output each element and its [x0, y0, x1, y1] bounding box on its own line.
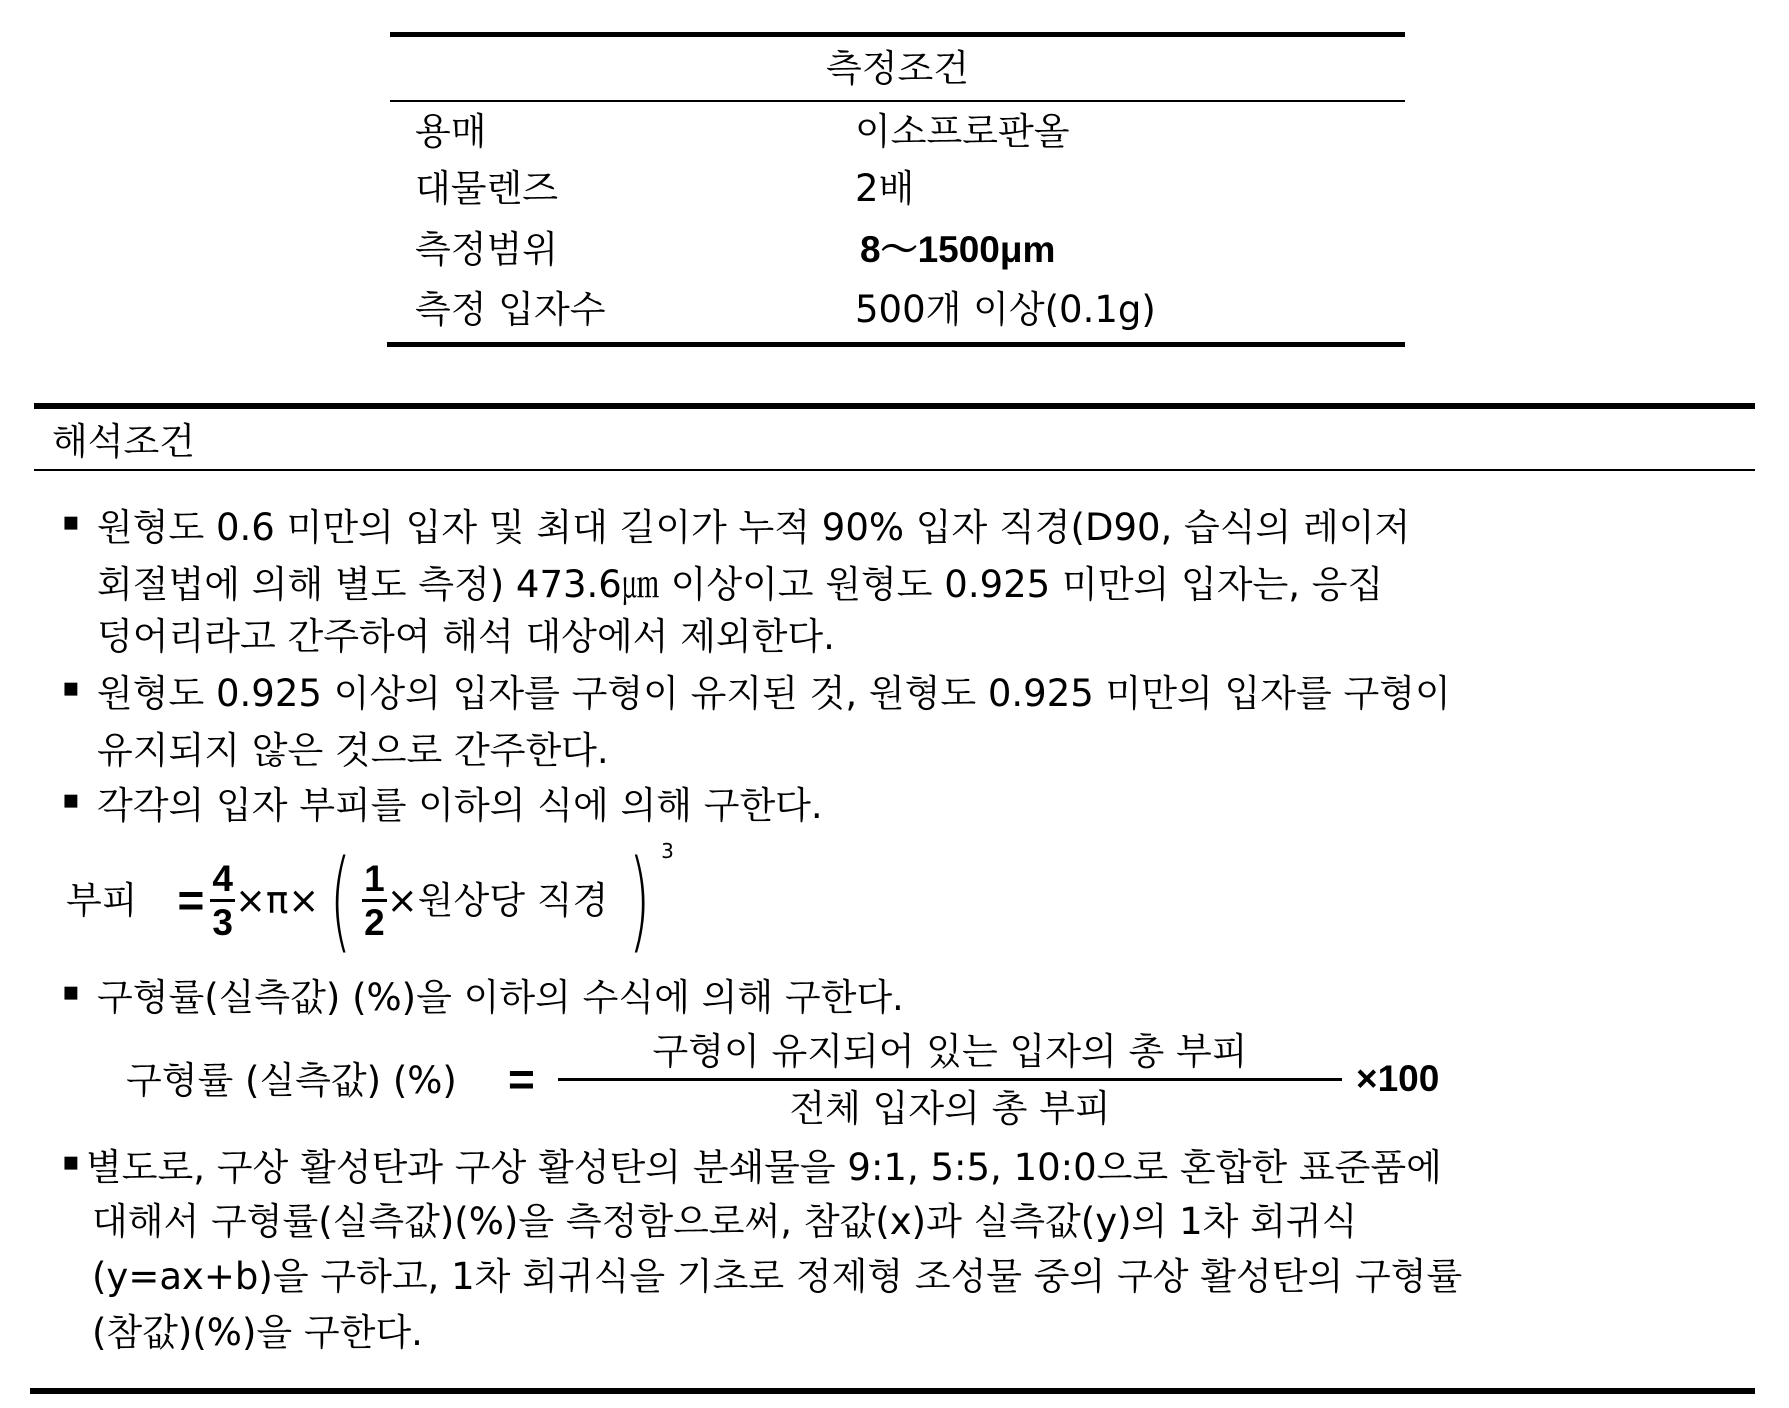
- bullet1-line2: 회절법에 의해 별도 측정) 473.6㎛ 이상이고 원형도 0.925 미만의 입자는, 응집: [97, 566, 1383, 603]
- bullet-icon: ▪: [62, 509, 80, 535]
- row-value-range: 8～1500μm: [860, 231, 1055, 268]
- fraction-4-3: [210, 860, 235, 941]
- bullet2-line2: 유지되지 않은 것으로 간주한다.: [97, 732, 609, 769]
- volume-formula: [66, 845, 674, 955]
- bullet-icon: ▪: [62, 675, 80, 701]
- row-value-count: 500개 이상(0.1g): [855, 291, 1156, 328]
- row-label-solvent: 용매: [415, 113, 486, 150]
- section-header-rule: [34, 469, 1755, 471]
- denominator: 3: [212, 902, 233, 941]
- bullet-icon: ▪: [62, 787, 80, 813]
- formula1-times-pi: ×π×: [235, 882, 319, 919]
- row-value-solvent: 이소프로판올: [855, 113, 1069, 150]
- fraction-1-2: [362, 860, 387, 941]
- numerator: 1: [362, 860, 387, 902]
- analysis-title: 해석조건: [52, 423, 195, 460]
- open-paren: (: [330, 845, 351, 955]
- section-top-rule: [34, 403, 1755, 409]
- bullet5-line1: 별도로, 구상 활성탄과 구상 활성탄의 분쇄물을 9:1, 5:5, 10:0으로 혼합한 표준품에: [86, 1149, 1442, 1186]
- formula1-eq: =: [177, 877, 204, 923]
- bullet-icon: ▪: [62, 1149, 80, 1175]
- row-label-count: 측정 입자수: [415, 291, 605, 328]
- bullet1-line1: 원형도 0.6 미만의 입자 및 최대 길이가 누적 90% 입자 직경(D90, 습식의 레이저: [97, 509, 1410, 546]
- fraction-line: [558, 1078, 1342, 1081]
- formula1-exponent: 3: [661, 841, 674, 861]
- formula2-numerator: 구형이 유지되어 있는 입자의 총 부피: [558, 1033, 1342, 1070]
- denominator: 2: [364, 902, 385, 941]
- formula1-lhs: 부피: [66, 882, 137, 919]
- table-bottom-rule: [387, 342, 1405, 347]
- measure-table-title: 측정조건: [390, 50, 1405, 87]
- numerator: 4: [210, 860, 235, 902]
- bullet5-line4: (참값)(%)을 구한다.: [92, 1314, 423, 1351]
- bullet-icon: ▪: [62, 979, 80, 1005]
- section-bottom-rule: [30, 1388, 1755, 1394]
- bullet4-text: 구형률(실측값) (%)을 이하의 수식에 의해 구한다.: [97, 979, 904, 1016]
- formula2-eq: =: [508, 1056, 535, 1102]
- row-label-objective: 대물렌즈: [415, 170, 558, 207]
- bullet1-line3: 덩어리라고 간주하여 해석 대상에서 제외한다.: [97, 618, 835, 655]
- bullet3-text: 각각의 입자 부피를 이하의 식에 의해 구한다.: [97, 787, 823, 824]
- row-value-objective: 2배: [855, 170, 914, 207]
- formula1-times-diameter: ×원상당 직경: [387, 882, 608, 919]
- formula2-denominator: 전체 입자의 총 부피: [558, 1090, 1342, 1127]
- formula2-lhs: 구형률 (실측값) (%): [126, 1062, 457, 1099]
- bullet5-line3: (y=ax+b)을 구하고, 1차 회귀식을 기초로 정제형 조성물 중의 구상 활성탄의 구형률: [92, 1258, 1462, 1295]
- table-top-rule: [390, 32, 1405, 37]
- row-label-range: 측정범위: [415, 231, 558, 268]
- table-header-rule: [390, 100, 1405, 102]
- bullet2-line1: 원형도 0.925 이상의 입자를 구형이 유지된 것, 원형도 0.925 미만의 입자를 구형이: [97, 675, 1451, 712]
- close-paren: ): [629, 845, 650, 955]
- bullet5-line2: 대해서 구형률(실측값)(%)을 측정함으로써, 참값(x)과 실측값(y)의 1차 회귀식: [92, 1203, 1357, 1240]
- formula2-times100: ×100: [1356, 1060, 1439, 1097]
